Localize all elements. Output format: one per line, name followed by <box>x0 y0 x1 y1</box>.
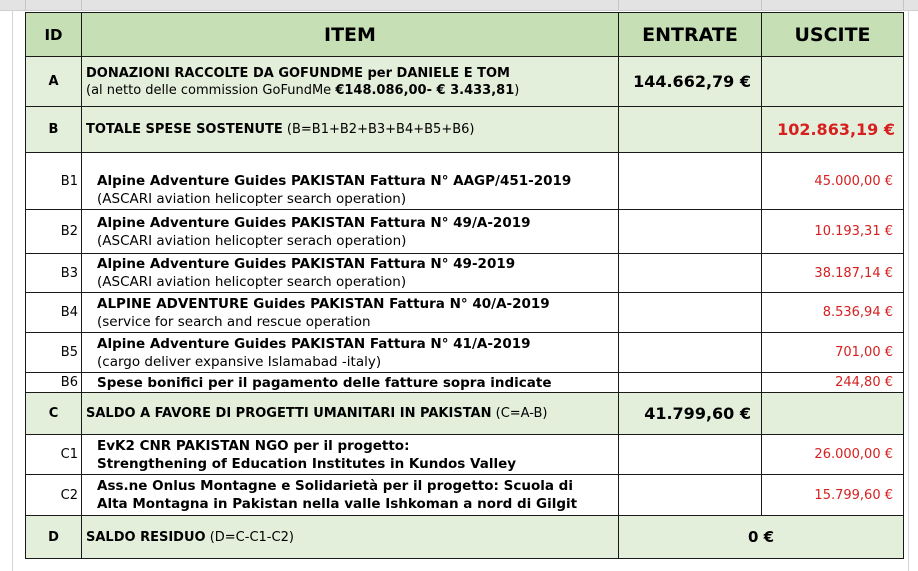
row-c <box>26 393 904 435</box>
cell-id-b1[interactable]: B1 <box>26 153 82 210</box>
cell-id-c1[interactable]: C1 <box>26 435 82 475</box>
cell-id-b[interactable]: B <box>26 107 82 153</box>
cell-item-d[interactable]: SALDO RESIDUO (D=C-C1-C2) <box>82 516 619 559</box>
cell-entrate-b2[interactable] <box>619 210 762 254</box>
cell-entrate-c[interactable]: 41.799,60 € <box>619 393 762 435</box>
donations-label: DONAZIONI RACCOLTE DA GOFUNDME per DANIELE E TOM <box>86 65 510 81</box>
cell-uscite-b6[interactable]: 244,80 € <box>762 373 904 393</box>
row-b6 <box>26 373 904 393</box>
cell-entrate-b3[interactable] <box>619 254 762 293</box>
cell-id-b3[interactable]: B3 <box>26 254 82 293</box>
cell-entrate-a[interactable]: 144.662,79 € <box>619 57 762 107</box>
cell-item-b4[interactable]: ALPINE ADVENTURE Guides PAKISTAN Fattura N° 40/A-2019 (service for search and rescue operation <box>82 293 619 333</box>
cell-uscite-c[interactable] <box>762 393 904 435</box>
row-b3 <box>26 254 904 293</box>
row-c2 <box>26 475 904 516</box>
cell-uscite-c1[interactable]: 26.000,00 € <box>762 435 904 475</box>
row-b2 <box>26 210 904 254</box>
header-row <box>26 13 904 57</box>
donations-note: (al netto delle commission GoFundMe €148.086,00- € 3.433,81) <box>86 82 520 98</box>
row-b1 <box>26 153 904 210</box>
cell-id-c[interactable]: C <box>26 393 82 435</box>
cell-uscite-b5[interactable]: 701,00 € <box>762 333 904 373</box>
header-uscite[interactable]: USCITE <box>762 13 904 57</box>
cell-uscite-c2[interactable]: 15.799,60 € <box>762 475 904 516</box>
row-b5 <box>26 333 904 373</box>
cell-saldo-residuo-value[interactable]: 0 € <box>619 516 904 559</box>
header-item[interactable]: ITEM <box>82 13 619 57</box>
cell-uscite-b[interactable]: 102.863,19 € <box>762 107 904 153</box>
report-table <box>25 12 904 559</box>
cell-id-d[interactable]: D <box>26 516 82 559</box>
cell-uscite-b3[interactable]: 38.187,14 € <box>762 254 904 293</box>
cell-entrate-c2[interactable] <box>619 475 762 516</box>
cell-uscite-b1[interactable]: 45.000,00 € <box>762 153 904 210</box>
cell-entrate-b4[interactable] <box>619 293 762 333</box>
cell-entrate-b5[interactable] <box>619 333 762 373</box>
header-entrate[interactable]: ENTRATE <box>619 13 762 57</box>
row-b <box>26 107 904 153</box>
row-b4 <box>26 293 904 333</box>
cell-entrate-c1[interactable] <box>619 435 762 475</box>
row-d <box>26 516 904 559</box>
cell-item-c2[interactable]: Ass.ne Onlus Montagne e Solidarietà per il progetto: Scuola di Alta Montagna in Pakistan nella valle Ishkoman a nord di Gilgit <box>82 475 619 516</box>
cell-entrate-b[interactable] <box>619 107 762 153</box>
cell-id-b6[interactable]: B6 <box>26 373 82 393</box>
cell-item-a[interactable] <box>82 57 619 107</box>
cell-item-b6[interactable]: Spese bonifici per il pagamento delle fatture sopra indicate <box>82 373 619 393</box>
cell-item-c[interactable]: SALDO A FAVORE DI PROGETTI UMANITARI IN PAKISTAN (C=A-B) <box>82 393 619 435</box>
column-header-strip <box>0 0 918 11</box>
sheet-gridline <box>908 10 909 571</box>
cell-uscite-b2[interactable]: 10.193,31 € <box>762 210 904 254</box>
cell-id-b5[interactable]: B5 <box>26 333 82 373</box>
row-c1 <box>26 435 904 475</box>
cell-entrate-b1[interactable] <box>619 153 762 210</box>
cell-item-b3[interactable]: Alpine Adventure Guides PAKISTAN Fattura N° 49-2019 (ASCARI aviation helicopter search operation) <box>82 254 619 293</box>
cell-id-b2[interactable]: B2 <box>26 210 82 254</box>
cell-entrate-b6[interactable] <box>619 373 762 393</box>
cell-id-a[interactable]: A <box>26 57 82 107</box>
header-id[interactable]: ID <box>26 13 82 57</box>
row-a <box>26 57 904 107</box>
cell-item-b1[interactable]: Alpine Adventure Guides PAKISTAN Fattura N° AAGP/451-2019 (ASCARI aviation helicopter search operation) <box>82 153 619 210</box>
cell-id-b4[interactable]: B4 <box>26 293 82 333</box>
cell-item-c1[interactable]: EvK2 CNR PAKISTAN NGO per il progetto: Strengthening of Education Institutes in Kundos Valley <box>82 435 619 475</box>
cell-id-c2[interactable]: C2 <box>26 475 82 516</box>
cell-item-b5[interactable]: Alpine Adventure Guides PAKISTAN Fattura N° 41/A-2019 (cargo deliver expansive Islamabad -italy) <box>82 333 619 373</box>
cell-item-b2[interactable]: Alpine Adventure Guides PAKISTAN Fattura N° 49/A-2019 (ASCARI aviation helicopter serach operation) <box>82 210 619 254</box>
cell-item-b[interactable]: TOTALE SPESE SOSTENUTE (B=B1+B2+B3+B4+B5+B6) <box>82 107 619 153</box>
cell-uscite-a[interactable] <box>762 57 904 107</box>
cell-uscite-b4[interactable]: 8.536,94 € <box>762 293 904 333</box>
sheet-gridline <box>12 10 13 571</box>
